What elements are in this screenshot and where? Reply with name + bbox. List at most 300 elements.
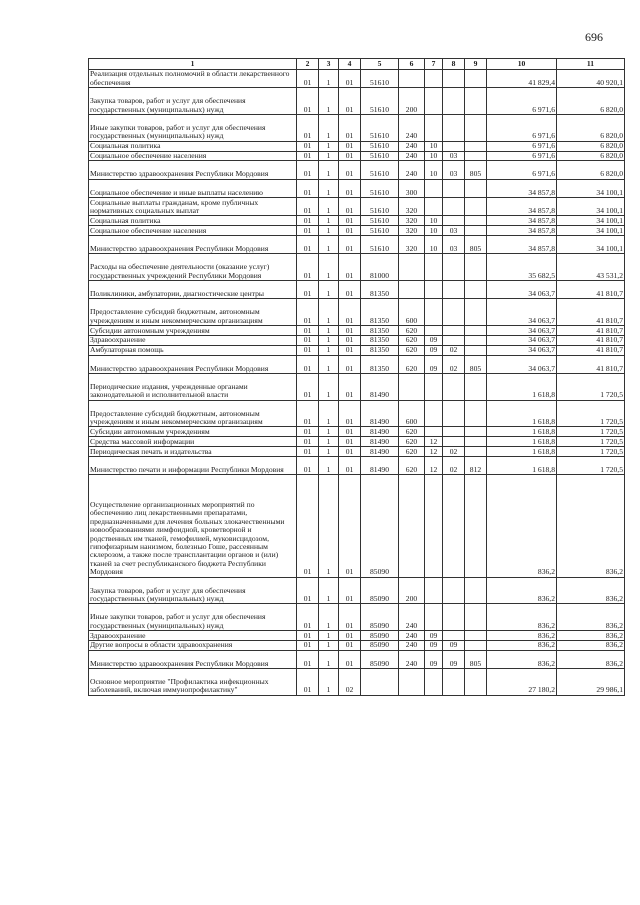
code-expense-type <box>399 70 425 88</box>
code-event: 01 <box>339 604 361 631</box>
code-event: 01 <box>339 299 361 326</box>
code-direction: 81490 <box>361 427 399 437</box>
table-row <box>89 226 625 236</box>
code-direction: 85090 <box>361 577 399 604</box>
code-program: 01 <box>297 640 319 650</box>
code-subprogram: 1 <box>319 326 339 336</box>
amount-year-2: 836,2 <box>557 475 625 577</box>
table-row <box>89 236 625 254</box>
code-event: 01 <box>339 355 361 373</box>
code-ministry <box>465 577 487 604</box>
code-subprogram: 1 <box>319 335 339 345</box>
code-direction: 51610 <box>361 226 399 236</box>
code-subprogram: 1 <box>319 447 339 457</box>
code-ministry: 805 <box>465 236 487 254</box>
code-ministry <box>465 345 487 355</box>
code-program: 01 <box>297 374 319 401</box>
amount-year-2: 41 810,7 <box>557 299 625 326</box>
code-ministry: 805 <box>465 161 487 179</box>
column-header: 7 <box>425 59 443 70</box>
code-program: 01 <box>297 198 319 216</box>
code-section: 10 <box>425 216 443 226</box>
column-header: 1 <box>89 59 297 70</box>
code-event: 01 <box>339 281 361 299</box>
code-event: 01 <box>339 88 361 115</box>
amount-year-1: 34 857,8 <box>487 198 557 216</box>
code-direction: 81350 <box>361 299 399 326</box>
code-subprogram: 1 <box>319 475 339 577</box>
amount-year-2: 41 810,7 <box>557 281 625 299</box>
code-program: 01 <box>297 70 319 88</box>
table-row <box>89 650 625 668</box>
amount-year-1: 34 063,7 <box>487 326 557 336</box>
code-event: 01 <box>339 447 361 457</box>
code-event: 01 <box>339 141 361 151</box>
code-ministry <box>465 640 487 650</box>
column-header: 8 <box>443 59 465 70</box>
item-name: Расходы на обеспечение деятельности (оказание услуг) государственных учреждений Республики Мордовия <box>89 254 297 281</box>
item-name: Социальное обеспечение населения <box>89 226 297 236</box>
amount-year-1: 34 857,8 <box>487 216 557 226</box>
code-program: 01 <box>297 114 319 141</box>
column-header: 5 <box>361 59 399 70</box>
table-row <box>89 281 625 299</box>
code-section <box>425 88 443 115</box>
item-name: Другие вопросы в области здравоохранения <box>89 640 297 650</box>
code-event: 01 <box>339 198 361 216</box>
amount-year-2: 836,2 <box>557 650 625 668</box>
code-subprogram: 1 <box>319 151 339 161</box>
code-event: 01 <box>339 577 361 604</box>
code-expense-type: 240 <box>399 650 425 668</box>
amount-year-2: 6 820,0 <box>557 88 625 115</box>
code-expense-type: 620 <box>399 447 425 457</box>
code-subprogram: 1 <box>319 437 339 447</box>
code-expense-type: 620 <box>399 457 425 475</box>
code-subsection <box>443 114 465 141</box>
amount-year-2: 41 810,7 <box>557 355 625 373</box>
code-program: 01 <box>297 151 319 161</box>
code-direction: 51610 <box>361 236 399 254</box>
code-subsection <box>443 70 465 88</box>
amount-year-2: 1 720,5 <box>557 457 625 475</box>
amount-year-1: 27 180,2 <box>487 669 557 696</box>
code-ministry <box>465 141 487 151</box>
code-ministry <box>465 70 487 88</box>
code-expense-type: 620 <box>399 326 425 336</box>
code-program: 01 <box>297 400 319 427</box>
amount-year-1: 6 971,6 <box>487 161 557 179</box>
code-subprogram: 1 <box>319 141 339 151</box>
code-program: 01 <box>297 650 319 668</box>
column-header: 4 <box>339 59 361 70</box>
code-event: 01 <box>339 326 361 336</box>
amount-year-2: 6 820,0 <box>557 114 625 141</box>
code-subsection: 09 <box>443 650 465 668</box>
amount-year-1: 836,2 <box>487 604 557 631</box>
code-subprogram: 1 <box>319 604 339 631</box>
code-section: 10 <box>425 141 443 151</box>
amount-year-1: 34 857,8 <box>487 226 557 236</box>
code-expense-type: 200 <box>399 577 425 604</box>
code-direction: 85090 <box>361 604 399 631</box>
amount-year-2: 1 720,5 <box>557 437 625 447</box>
amount-year-2: 34 100,1 <box>557 226 625 236</box>
amount-year-2: 41 810,7 <box>557 335 625 345</box>
code-ministry <box>465 254 487 281</box>
table-row <box>89 631 625 641</box>
code-direction: 81350 <box>361 355 399 373</box>
amount-year-1: 6 971,6 <box>487 141 557 151</box>
code-subsection <box>443 669 465 696</box>
code-section <box>425 427 443 437</box>
code-direction: 81490 <box>361 374 399 401</box>
amount-year-1: 34 063,7 <box>487 281 557 299</box>
code-ministry <box>465 427 487 437</box>
code-program: 01 <box>297 236 319 254</box>
code-direction: 51610 <box>361 141 399 151</box>
amount-year-1: 836,2 <box>487 577 557 604</box>
code-subsection <box>443 427 465 437</box>
column-header: 6 <box>399 59 425 70</box>
code-expense-type: 240 <box>399 640 425 650</box>
code-subprogram: 1 <box>319 236 339 254</box>
item-name: Социальные выплаты гражданам, кроме публичных нормативных социальных выплат <box>89 198 297 216</box>
code-subsection <box>443 216 465 226</box>
code-direction: 51610 <box>361 179 399 197</box>
code-subsection: 03 <box>443 151 465 161</box>
code-expense-type: 620 <box>399 355 425 373</box>
code-section <box>425 281 443 299</box>
table-row <box>89 355 625 373</box>
item-name: Иные закупки товаров, работ и услуг для обеспечения государственных (муниципальных) нужд <box>89 114 297 141</box>
code-ministry <box>465 437 487 447</box>
amount-year-2: 6 820,0 <box>557 161 625 179</box>
code-subprogram: 1 <box>319 216 339 226</box>
code-event: 01 <box>339 161 361 179</box>
item-name: Закупка товаров, работ и услуг для обеспечения государственных (муниципальных) нужд <box>89 88 297 115</box>
code-section: 10 <box>425 161 443 179</box>
code-subprogram: 1 <box>319 374 339 401</box>
item-name: Министерство печати и информации Республики Мордовия <box>89 457 297 475</box>
amount-year-2: 836,2 <box>557 577 625 604</box>
code-section: 09 <box>425 631 443 641</box>
item-name: Министерство здравоохранения Республики Мордовия <box>89 650 297 668</box>
code-subprogram: 1 <box>319 88 339 115</box>
code-expense-type: 240 <box>399 114 425 141</box>
item-name: Здравоохранение <box>89 631 297 641</box>
item-name: Осуществление организационных мероприятий по обеспечению лиц лекарственными препаратами, предназначенными для лечения больных злокачественными новообразованиями лимфоидной, кроветворной и родственных им тканей, гемофилией, муковисцидозом, гипофизарным нанизмом, болезнью Гоше, рассеянным склерозом, а также после трансплантации органов и (или) тканей за счет республиканского бюджета Республики Мордовия <box>89 475 297 577</box>
code-subsection <box>443 631 465 641</box>
code-subprogram: 1 <box>319 631 339 641</box>
code-direction <box>361 669 399 696</box>
item-name: Социальная политика <box>89 216 297 226</box>
code-event: 01 <box>339 650 361 668</box>
code-section: 12 <box>425 437 443 447</box>
code-subsection: 03 <box>443 161 465 179</box>
table-row <box>89 141 625 151</box>
code-section <box>425 604 443 631</box>
code-subsection <box>443 335 465 345</box>
code-direction: 81350 <box>361 345 399 355</box>
code-subprogram: 1 <box>319 345 339 355</box>
table-row <box>89 326 625 336</box>
code-section <box>425 475 443 577</box>
code-direction: 81350 <box>361 335 399 345</box>
amount-year-2: 1 720,5 <box>557 427 625 437</box>
item-name: Иные закупки товаров, работ и услуг для обеспечения государственных (муниципальных) нужд <box>89 604 297 631</box>
amount-year-1: 1 618,8 <box>487 400 557 427</box>
code-event: 01 <box>339 457 361 475</box>
code-ministry <box>465 475 487 577</box>
code-expense-type: 620 <box>399 345 425 355</box>
code-section: 09 <box>425 335 443 345</box>
code-ministry: 812 <box>465 457 487 475</box>
code-expense-type <box>399 281 425 299</box>
code-event: 01 <box>339 236 361 254</box>
code-section: 09 <box>425 650 443 668</box>
item-name: Закупка товаров, работ и услуг для обеспечения государственных (муниципальных) нужд <box>89 577 297 604</box>
code-section: 10 <box>425 151 443 161</box>
code-subprogram: 1 <box>319 457 339 475</box>
code-subprogram: 1 <box>319 577 339 604</box>
item-name: Социальная политика <box>89 141 297 151</box>
item-name: Амбулаторная помощь <box>89 345 297 355</box>
item-name: Здравоохранение <box>89 335 297 345</box>
code-event: 01 <box>339 374 361 401</box>
code-ministry <box>465 669 487 696</box>
amount-year-2: 1 720,5 <box>557 447 625 457</box>
amount-year-1: 34 063,7 <box>487 299 557 326</box>
code-subprogram: 1 <box>319 179 339 197</box>
table-row <box>89 427 625 437</box>
header-row <box>89 59 625 70</box>
code-event: 01 <box>339 179 361 197</box>
code-ministry: 805 <box>465 650 487 668</box>
code-expense-type: 240 <box>399 161 425 179</box>
code-expense-type: 240 <box>399 141 425 151</box>
code-subprogram: 1 <box>319 70 339 88</box>
code-expense-type: 320 <box>399 198 425 216</box>
code-subsection <box>443 88 465 115</box>
code-ministry <box>465 216 487 226</box>
amount-year-1: 35 682,5 <box>487 254 557 281</box>
column-header: 9 <box>465 59 487 70</box>
code-program: 01 <box>297 437 319 447</box>
code-section: 09 <box>425 355 443 373</box>
amount-year-1: 41 829,4 <box>487 70 557 88</box>
table-row <box>89 400 625 427</box>
item-name: Периодические издания, учрежденные органами законодательной и исполнительной власти <box>89 374 297 401</box>
code-direction: 85090 <box>361 650 399 668</box>
code-program: 01 <box>297 447 319 457</box>
code-section <box>425 179 443 197</box>
code-ministry <box>465 447 487 457</box>
table-row <box>89 179 625 197</box>
code-program: 01 <box>297 326 319 336</box>
table-row <box>89 216 625 226</box>
code-subprogram: 1 <box>319 226 339 236</box>
code-section <box>425 577 443 604</box>
code-subprogram: 1 <box>319 669 339 696</box>
amount-year-1: 1 618,8 <box>487 437 557 447</box>
code-subprogram: 1 <box>319 198 339 216</box>
code-subsection <box>443 577 465 604</box>
code-section <box>425 299 443 326</box>
code-section <box>425 70 443 88</box>
amount-year-2: 41 810,7 <box>557 345 625 355</box>
code-expense-type: 320 <box>399 236 425 254</box>
code-subsection <box>443 374 465 401</box>
code-subsection <box>443 179 465 197</box>
table-row <box>89 88 625 115</box>
amount-year-1: 34 857,8 <box>487 236 557 254</box>
code-direction: 81490 <box>361 400 399 427</box>
code-event: 01 <box>339 631 361 641</box>
item-name: Социальное обеспечение и иные выплаты населению <box>89 179 297 197</box>
code-subsection: 02 <box>443 457 465 475</box>
code-section: 09 <box>425 640 443 650</box>
code-program: 01 <box>297 141 319 151</box>
amount-year-1: 1 618,8 <box>487 457 557 475</box>
amount-year-2: 43 531,2 <box>557 254 625 281</box>
code-subprogram: 1 <box>319 114 339 141</box>
code-program: 01 <box>297 335 319 345</box>
code-subsection: 03 <box>443 236 465 254</box>
code-subprogram: 1 <box>319 427 339 437</box>
table-row <box>89 70 625 88</box>
code-subsection: 09 <box>443 640 465 650</box>
code-subsection: 02 <box>443 447 465 457</box>
code-expense-type: 240 <box>399 631 425 641</box>
amount-year-2: 1 720,5 <box>557 400 625 427</box>
code-program: 01 <box>297 427 319 437</box>
code-direction: 85090 <box>361 631 399 641</box>
code-program: 01 <box>297 355 319 373</box>
table-row <box>89 345 625 355</box>
amount-year-1: 1 618,8 <box>487 374 557 401</box>
code-subsection <box>443 326 465 336</box>
item-name: Министерство здравоохранения Республики Мордовия <box>89 355 297 373</box>
code-ministry <box>465 198 487 216</box>
amount-year-1: 836,2 <box>487 475 557 577</box>
code-expense-type: 200 <box>399 88 425 115</box>
code-section: 10 <box>425 226 443 236</box>
code-ministry <box>465 335 487 345</box>
code-expense-type <box>399 475 425 577</box>
amount-year-1: 34 063,7 <box>487 335 557 345</box>
code-expense-type: 600 <box>399 400 425 427</box>
code-program: 01 <box>297 254 319 281</box>
code-direction: 51610 <box>361 114 399 141</box>
code-section <box>425 254 443 281</box>
column-header: 10 <box>487 59 557 70</box>
code-event: 01 <box>339 400 361 427</box>
amount-year-2: 34 100,1 <box>557 216 625 226</box>
item-name: Предоставление субсидий бюджетным, автономным учреждениям и иным некоммерческим организациям <box>89 299 297 326</box>
code-program: 01 <box>297 161 319 179</box>
code-ministry <box>465 604 487 631</box>
table-row <box>89 151 625 161</box>
code-section: 12 <box>425 457 443 475</box>
code-section <box>425 374 443 401</box>
code-event: 01 <box>339 151 361 161</box>
table-row <box>89 475 625 577</box>
code-expense-type: 600 <box>399 299 425 326</box>
amount-year-2: 836,2 <box>557 604 625 631</box>
amount-year-1: 1 618,8 <box>487 447 557 457</box>
code-program: 01 <box>297 475 319 577</box>
amount-year-2: 40 920,1 <box>557 70 625 88</box>
code-section: 10 <box>425 236 443 254</box>
code-subprogram: 1 <box>319 161 339 179</box>
code-event: 01 <box>339 335 361 345</box>
code-subsection <box>443 141 465 151</box>
amount-year-1: 6 971,6 <box>487 151 557 161</box>
code-ministry <box>465 326 487 336</box>
amount-year-2: 836,2 <box>557 640 625 650</box>
amount-year-2: 41 810,7 <box>557 326 625 336</box>
code-event: 01 <box>339 226 361 236</box>
code-subsection <box>443 254 465 281</box>
code-ministry <box>465 631 487 641</box>
table-row <box>89 640 625 650</box>
item-name: Предоставление субсидий бюджетным, автономным учреждениям и иным некоммерческим организациям <box>89 400 297 427</box>
table-row <box>89 447 625 457</box>
amount-year-1: 34 857,8 <box>487 179 557 197</box>
code-ministry <box>465 226 487 236</box>
code-program: 01 <box>297 216 319 226</box>
code-subsection <box>443 604 465 631</box>
item-name: Министерство здравоохранения Республики Мордовия <box>89 161 297 179</box>
code-direction: 81350 <box>361 281 399 299</box>
code-expense-type <box>399 669 425 696</box>
code-program: 01 <box>297 226 319 236</box>
code-ministry <box>465 179 487 197</box>
code-ministry <box>465 400 487 427</box>
code-program: 01 <box>297 604 319 631</box>
code-expense-type: 300 <box>399 179 425 197</box>
code-subsection <box>443 475 465 577</box>
code-subprogram: 1 <box>319 400 339 427</box>
item-name: Субсидии автономным учреждениям <box>89 326 297 336</box>
column-header: 11 <box>557 59 625 70</box>
amount-year-2: 34 100,1 <box>557 198 625 216</box>
code-subsection: 03 <box>443 226 465 236</box>
table-row <box>89 161 625 179</box>
code-ministry <box>465 151 487 161</box>
code-ministry <box>465 114 487 141</box>
table-row <box>89 437 625 447</box>
code-program: 01 <box>297 179 319 197</box>
code-expense-type <box>399 374 425 401</box>
table-row <box>89 254 625 281</box>
code-section: 09 <box>425 345 443 355</box>
amount-year-2: 34 100,1 <box>557 236 625 254</box>
code-program: 01 <box>297 299 319 326</box>
code-subsection: 02 <box>443 345 465 355</box>
code-subsection <box>443 198 465 216</box>
code-event: 01 <box>339 475 361 577</box>
table-row <box>89 299 625 326</box>
code-event: 01 <box>339 70 361 88</box>
code-ministry: 805 <box>465 355 487 373</box>
amount-year-2: 34 100,1 <box>557 179 625 197</box>
budget-table <box>88 58 625 696</box>
code-subprogram: 1 <box>319 650 339 668</box>
code-subsection <box>443 299 465 326</box>
table-row <box>89 374 625 401</box>
